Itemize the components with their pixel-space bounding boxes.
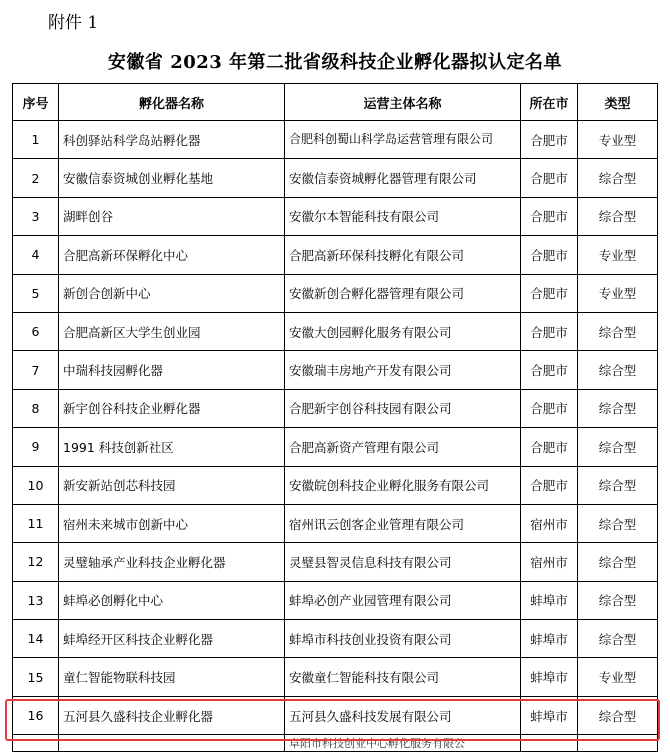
row-number: 15: [13, 658, 59, 696]
operator-name: 灵璧县智灵信息科技有限公司: [285, 543, 521, 581]
incubator-type: 综合型: [578, 543, 658, 581]
operator-name: 蚌埠市科技创业投资有限公司: [285, 620, 521, 658]
incubator-name: 新安新站创芯科技园: [59, 466, 285, 504]
table-row: [13, 466, 658, 504]
operator-name: 阜阳市科技创业中心孵化服务有限公: [285, 735, 521, 752]
incubator-name: 五河县久盛科技企业孵化器: [59, 696, 285, 734]
row-number: 11: [13, 504, 59, 542]
table-row: [13, 658, 658, 696]
incubator-name: 新宇创谷科技企业孵化器: [59, 389, 285, 427]
operator-name: 合肥高新环保科技孵化有限公司: [285, 236, 521, 274]
header-type: 类型: [578, 84, 658, 121]
operator-name: 五河县久盛科技发展有限公司: [285, 696, 521, 734]
city: 合肥市: [521, 121, 578, 159]
table-row: [13, 159, 658, 197]
incubator-type: 专业型: [578, 274, 658, 312]
operator-name: 宿州讯云创客企业管理有限公司: [285, 504, 521, 542]
incubator-name: 灵璧轴承产业科技企业孵化器: [59, 543, 285, 581]
table-row: [13, 543, 658, 581]
city: 蚌埠市: [521, 620, 578, 658]
incubator-type: 综合型: [578, 389, 658, 427]
table-row: [13, 389, 658, 427]
incubator-name: 中瑞科技园孵化器: [59, 351, 285, 389]
incubator-type: 综合型: [578, 159, 658, 197]
operator-name: 安徽信泰资城孵化器管理有限公司: [285, 159, 521, 197]
highlight-box: [5, 699, 660, 741]
incubator-table: [12, 83, 658, 752]
operator-name: 合肥科创蜀山科学岛运营管理有限公司: [285, 121, 521, 159]
table-row: [13, 312, 658, 350]
incubator-type: 综合型: [578, 351, 658, 389]
table-row: [13, 504, 658, 542]
row-number: 10: [13, 466, 59, 504]
incubator-type: 综合型: [578, 620, 658, 658]
city: 合肥市: [521, 351, 578, 389]
city: 蚌埠市: [521, 581, 578, 619]
table-row: [13, 236, 658, 274]
city: 合肥市: [521, 428, 578, 466]
incubator-type: 专业型: [578, 658, 658, 696]
incubator-name: 1991 科技创新社区: [59, 428, 285, 466]
operator-name: 合肥新宇创谷科技园有限公司: [285, 389, 521, 427]
row-number: 9: [13, 428, 59, 466]
row-number: 7: [13, 351, 59, 389]
row-number: 6: [13, 312, 59, 350]
city: 蚌埠市: [521, 658, 578, 696]
city: 宿州市: [521, 504, 578, 542]
table-row: [13, 197, 658, 235]
header-no: 序号: [13, 84, 59, 121]
incubator-name: 童仁智能物联科技园: [59, 658, 285, 696]
incubator-name: 新创合创新中心: [59, 274, 285, 312]
table-row: [13, 581, 658, 619]
row-number: 8: [13, 389, 59, 427]
incubator-name: 蚌埠必创孵化中心: [59, 581, 285, 619]
row-number: 4: [13, 236, 59, 274]
incubator-name: 蚌埠经开区科技企业孵化器: [59, 620, 285, 658]
operator-name: 安徽瑞丰房地产开发有限公司: [285, 351, 521, 389]
header-operator: 运营主体名称: [285, 84, 521, 121]
table-row: [13, 274, 658, 312]
incubator-name: 安徽信泰资城创业孵化基地: [59, 159, 285, 197]
city: 蚌埠市: [521, 696, 578, 734]
incubator-name: 宿州未来城市创新中心: [59, 504, 285, 542]
incubator-type: 综合型: [578, 197, 658, 235]
row-number: 12: [13, 543, 59, 581]
document-title: 安徽省 2023 年第二批省级科技企业孵化器拟认定名单: [107, 52, 563, 73]
incubator-type: 综合型: [578, 312, 658, 350]
operator-name: 安徽童仁智能科技有限公司: [285, 658, 521, 696]
attachment-label: 附件 1: [48, 13, 99, 33]
operator-name: 安徽新创合孵化器管理有限公司: [285, 274, 521, 312]
incubator-type: 综合型: [578, 696, 658, 734]
incubator-type: 综合型: [578, 504, 658, 542]
incubator-type: 综合型: [578, 581, 658, 619]
incubator-type: 综合型: [578, 466, 658, 504]
table-row: [13, 620, 658, 658]
header-city: 所在市: [521, 84, 578, 121]
row-number: 5: [13, 274, 59, 312]
row-number: 13: [13, 581, 59, 619]
city: 合肥市: [521, 312, 578, 350]
row-number: 14: [13, 620, 59, 658]
operator-name: 合肥高新资产管理有限公司: [285, 428, 521, 466]
table-header-row: [13, 84, 658, 121]
table-row: [13, 351, 658, 389]
city: 合肥市: [521, 236, 578, 274]
city: 宿州市: [521, 543, 578, 581]
city: 合肥市: [521, 466, 578, 504]
incubator-type: 专业型: [578, 236, 658, 274]
operator-name: 安徽尔本智能科技有限公司: [285, 197, 521, 235]
city: 合肥市: [521, 274, 578, 312]
incubator-name: 合肥高新区大学生创业园: [59, 312, 285, 350]
city: 合肥市: [521, 197, 578, 235]
row-number: 16: [13, 696, 59, 734]
table-row: [13, 121, 658, 159]
row-number: 2: [13, 159, 59, 197]
header-name: 孵化器名称: [59, 84, 285, 121]
city: 合肥市: [521, 159, 578, 197]
operator-name: 安徽大创园孵化服务有限公司: [285, 312, 521, 350]
incubator-type: 综合型: [578, 428, 658, 466]
row-number: 1: [13, 121, 59, 159]
table-row: [13, 428, 658, 466]
city: 合肥市: [521, 389, 578, 427]
row-number: 3: [13, 197, 59, 235]
incubator-type: 专业型: [578, 121, 658, 159]
operator-name: 安徽皖创科技企业孵化服务有限公司: [285, 466, 521, 504]
incubator-name: 科创驿站科学岛站孵化器: [59, 121, 285, 159]
incubator-name: 合肥高新环保孵化中心: [59, 236, 285, 274]
operator-name: 蚌埠必创产业园管理有限公司: [285, 581, 521, 619]
incubator-name: 湖畔创谷: [59, 197, 285, 235]
